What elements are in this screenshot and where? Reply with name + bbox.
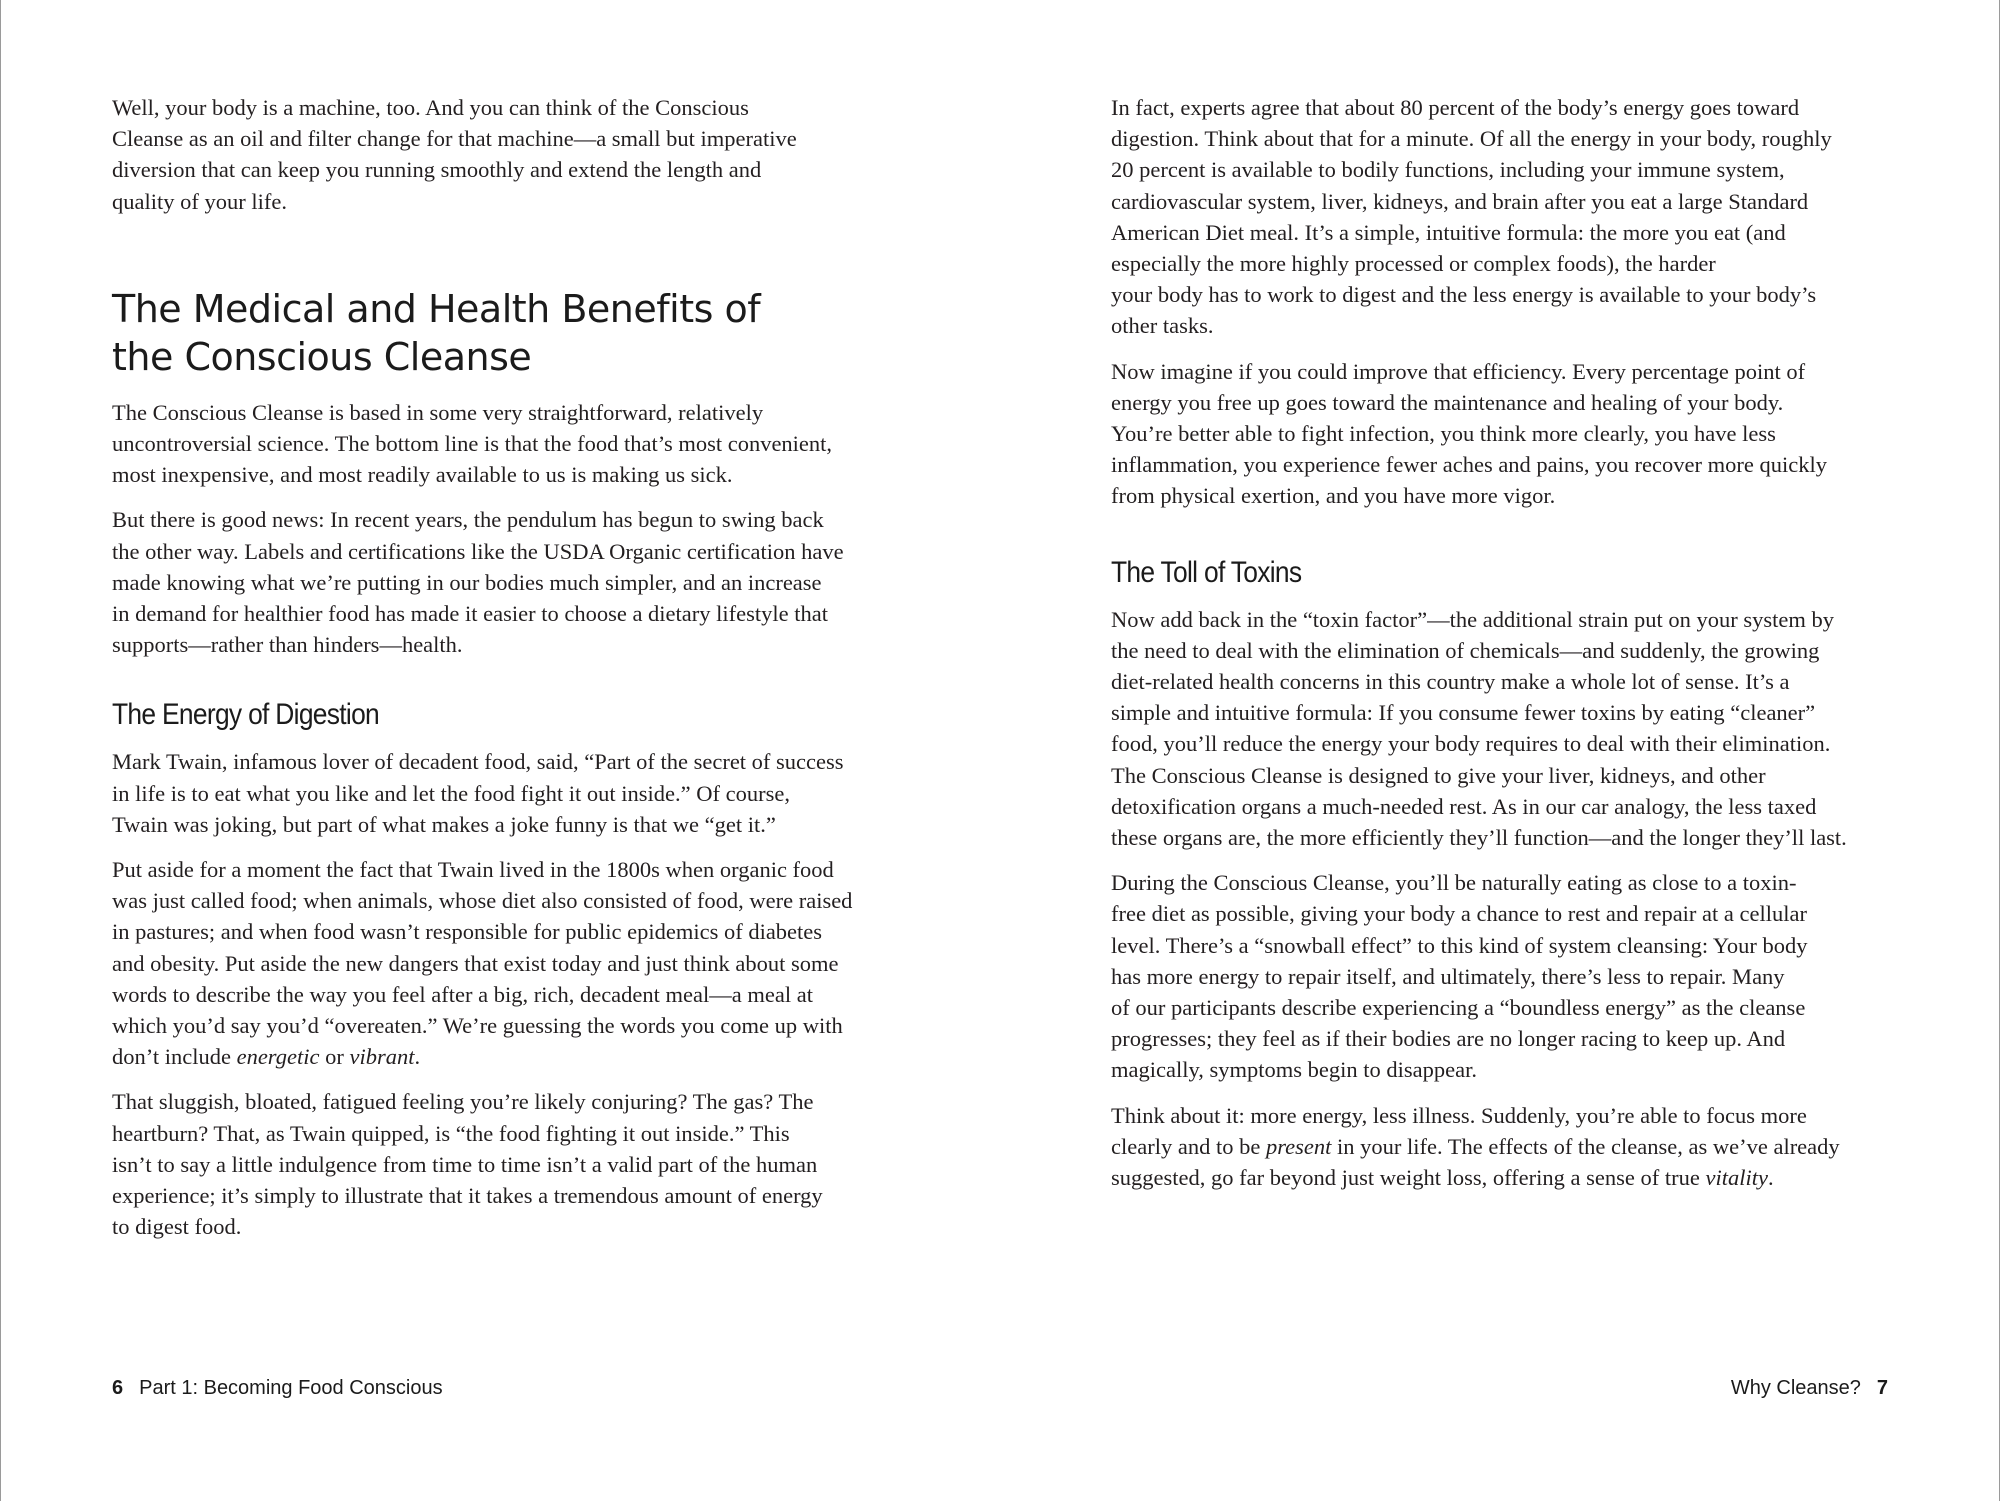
paragraph-r5: Think about it: more energy, less illness. Suddenly, you’re able to focus more clearly and to be present in your life. The effects of the cleanse, as we’ve already suggested, go far beyond just weight loss, offering a sense of true vitality.: [1111, 1102, 1840, 1191]
intro-paragraph: Well, your body is a machine, too. And you can think of the Conscious Cleanse as an oil and filter change for that machine—a small but imperative diversion that can keep you running smoothly and extend the length and quality of your life.: [112, 95, 797, 214]
left-page-edge: [0, 0, 1, 1501]
paragraph-3: Mark Twain, infamous lover of decadent food, said, “Part of the secret of success in life is to eat what you like and let the food fight it out inside.” Of course, Twain was joking, but part of what makes a joke funny is that we “get it.”: [112, 749, 844, 837]
page-number-left: 6: [112, 1377, 124, 1399]
left-page-footer: [112, 1376, 443, 1400]
paragraph-2: But there is good news: In recent years, the pendulum has begun to swing back the other way. Labels and certifications like the USDA Organic certification have made knowing what we’re putting in our bodies much simpler, and an increase in demand for healthier food has made it easier to choose a dietary lifestyle that supports—rather than hinders—health.: [112, 507, 844, 658]
paragraph-r2: Now imagine if you could improve that efficiency. Every percentage point of energy you free up goes toward the maintenance and healing of your body. You’re better able to fight infection, you think more clearly, you have less inflammation, you experience fewer aches and pains, you recover more quickly from physical exertion, and you have more vigor.: [1111, 358, 1827, 509]
paragraph-5: That sluggish, bloated, fatigued feeling you’re likely conjuring? The gas? The heartburn? That, as Twain quipped, is “the food fighting it out inside.” This isn’t to say a little indulgence from time to time isn’t a valid part of the human experience; it’s simply to illustrate that it takes a tremendous amount of energy to digest food.: [112, 1089, 823, 1240]
running-head-left: Part 1: Becoming Food Conscious: [139, 1377, 443, 1399]
paragraph-r4: During the Conscious Cleanse, you’ll be naturally eating as close to a toxin- free diet as possible, giving your body a chance to rest and repair at a cellular level. There’s a “snowball effect” to this kind of system cleansing: Your body has more energy to repair itself, and ultimately, there’s less to repair. Many of our participants describe experiencing a “boundless energy” as the cleanse progresses; they feel as if their bodies are no longer racing to keep up. And magically, symptoms begin to disappear.: [1111, 870, 1808, 1083]
right-page-text-column: [1111, 92, 1895, 1207]
italic-word: energetic: [236, 1044, 320, 1070]
paragraph-1: The Conscious Cleanse is based in some very straightforward, relatively uncontroversial science. The bottom line is that the food that’s most convenient, most inexpensive, and most readily available to us is making us sick.: [112, 399, 833, 488]
paragraph-4: Put aside for a moment the fact that Twain lived in the 1800s when organic food was just called food; when animals, whose diet also consisted of food, were raised in pastures; and when food wasn’t responsible for public epidemics of diabetes and obesity. Put aside the new dangers that exist today and just think about some words to describe the way you feel after a big, rich, decadent meal—a meal at which you’d say you’d “overeaten.” We’re guessing the words you come up with don’t include energetic or vibrant.: [112, 854, 897, 1072]
running-head-right: Why Cleanse?: [1730, 1377, 1861, 1399]
paragraph-r3: Now add back in the “toxin factor”—the additional strain put on your system by the need to deal with the elimination of chemicals—and suddenly, the growing diet-related health concerns in this country make a whole lot of sense. It’s a simple and intuitive formula: If you consume fewer toxins by eating “cleaner” food, you’ll reduce the energy your body requires to deal with their elimination. The Conscious Cleanse is designed to give your liver, kidneys, and other detoxification organs a much-needed rest. As in our car analogy, the less taxed these organs are, the more efficiently they’ll function—and the longer they’ll last.: [1111, 606, 1847, 851]
section-heading: The Medical and Health Benefits of the Conscious Cleanse: [112, 286, 761, 379]
page-number-right: 7: [1876, 1377, 1888, 1399]
italic-word: vibrant: [349, 1044, 415, 1070]
italic-word: vitality: [1705, 1165, 1768, 1191]
subheading-energy-of-digestion: The Energy of Digestion: [112, 698, 380, 732]
paragraph-r1: In fact, experts agree that about 80 percent of the body’s energy goes toward digestion. Think about that for a minute. Of all the energy in your body, roughly 20 percent is available to bodily functions, including your immune system, cardiovascular system, liver, kidneys, and brain after you eat a large Standard American Diet meal. It’s a simple, intuitive formula: the more you eat (and especially the more highly processed or complex foods), the harder your body has to work to digest and the less energy is available to your body’s other tasks.: [1111, 95, 1832, 339]
subheading-toll-of-toxins: The Toll of Toxins: [1111, 555, 1302, 589]
left-page-text-column: [112, 92, 897, 1256]
right-page-footer: [1731, 1376, 1888, 1400]
paragraph-4-last-line: don’t include energetic or vibrant.: [112, 1044, 421, 1070]
italic-word: present: [1265, 1133, 1332, 1159]
